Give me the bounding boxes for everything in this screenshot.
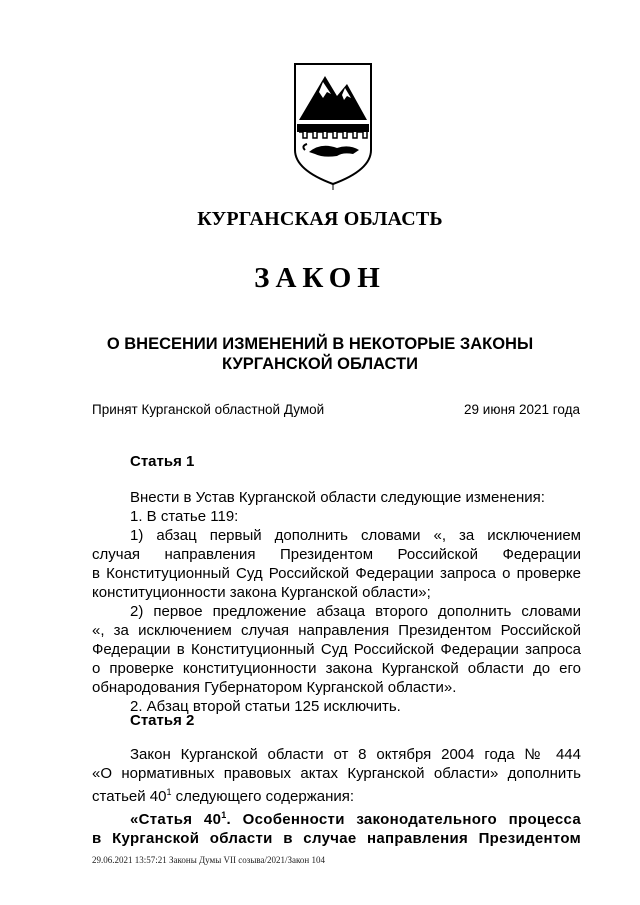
superscript: 1 [221, 810, 227, 820]
text-line: Закон Курганской области от 8 октября 2004 года № 444 [130, 746, 581, 763]
new-article-title: «Статья 40 [130, 811, 222, 828]
article-2-body [92, 745, 581, 848]
text-line: 1) абзац первый дополнить словами «, за исключением [130, 527, 581, 544]
text-line: случая направления Президентом Российской Федерации [92, 546, 581, 563]
superscript: 1 [166, 787, 172, 797]
article-ref: статьей 40 [92, 788, 167, 805]
adopted-date: 29 июня 2021 года [464, 402, 580, 417]
article-2-title: Статья 2 [130, 712, 195, 729]
text-line: Федерации в Конституционный Суд Российской Федерации запроса [92, 641, 581, 658]
text-line: 2. Абзац второй статьи 125 исключить. [130, 698, 401, 715]
text-line: Внести в Устав Курганской области следующие изменения: [130, 489, 545, 506]
text-line: «, за исключением случая направления Президентом Российской [92, 622, 581, 639]
document-type-title: ЗАКОН [254, 262, 386, 294]
text-line: 1. В статье 119: [130, 508, 239, 525]
article-1-body [92, 488, 581, 716]
article-1-title: Статья 1 [130, 453, 195, 470]
text-line [92, 806, 581, 829]
text-line: 2) первое предложение абзаца второго дополнить словами [130, 603, 581, 620]
article-ref-rest: следующего содержания: [175, 788, 355, 805]
law-subject-line-1: О ВНЕСЕНИИ ИЗМЕНЕНИЙ В НЕКОТОРЫЕ ЗАКОНЫ [106, 335, 534, 353]
document-footer: 29.06.2021 13:57:21 Законы Думы VII созыва/2021/Закон 104 [92, 855, 325, 865]
region-title: КУРГАНСКАЯ ОБЛАСТЬ [197, 208, 443, 230]
text-line: конституционности закона Курганской области»; [92, 584, 431, 601]
coat-of-arms-emblem [287, 62, 379, 190]
text-line: в Курганской области в случае направления Президентом [92, 830, 581, 847]
law-subject-line-2: КУРГАНСКОЙ ОБЛАСТИ [222, 355, 418, 373]
law-subject [100, 334, 540, 374]
adopted-by: Принят Курганской областной Думой [92, 402, 325, 417]
text-line: в Конституционный Суд Российской Федерации запроса о проверке [92, 565, 581, 582]
new-article-title-rest: . Особенности законодательного процесса [226, 811, 581, 828]
text-line: о проверке конституционности закона Курганской области до его [92, 660, 581, 677]
text-line: «О нормативных правовых актах Курганской области» дополнить [92, 765, 581, 782]
text-line: обнародования Губернатором Курганской области». [92, 679, 457, 696]
text-line [92, 783, 581, 806]
